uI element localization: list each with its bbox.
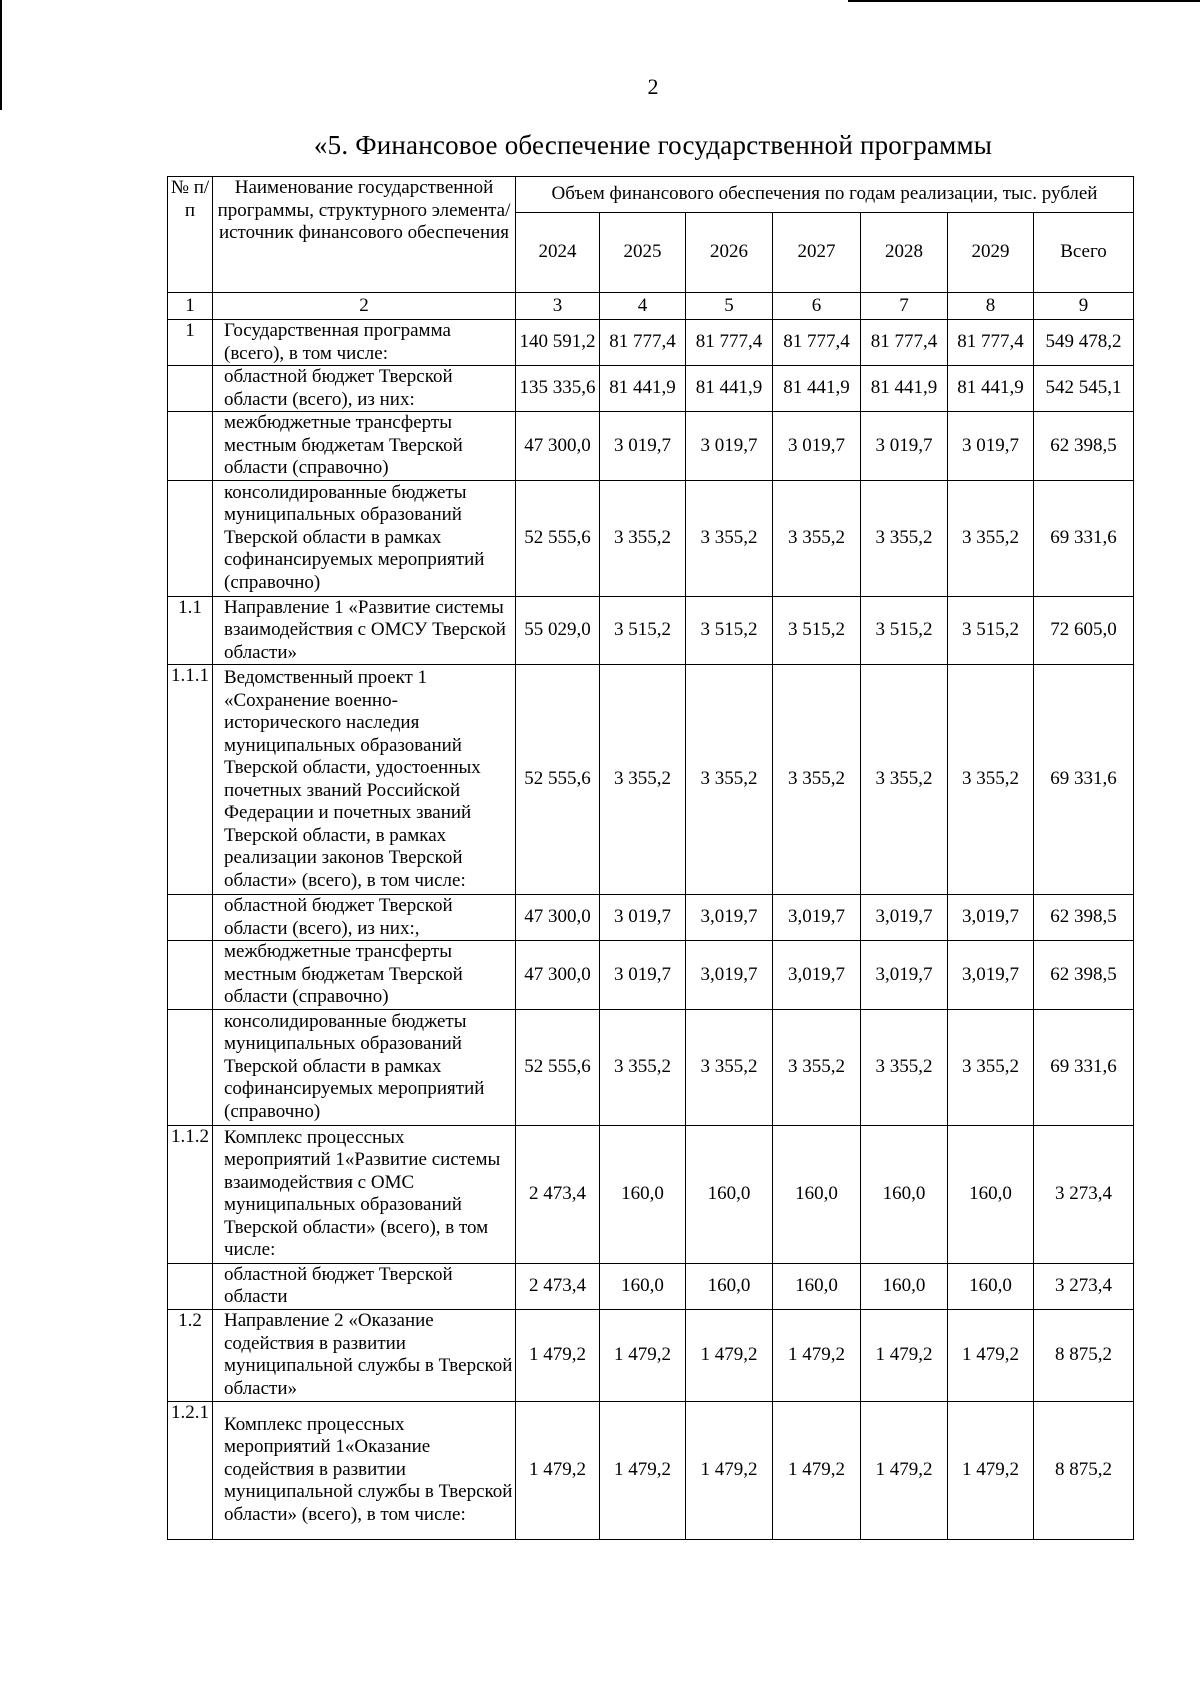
table-row bbox=[168, 941, 1134, 1010]
row-year-value: 3 355,2 bbox=[686, 665, 773, 895]
row-number: 1.1 bbox=[168, 596, 213, 665]
row-number: 1.2.1 bbox=[168, 1401, 213, 1539]
row-year-value: 81 777,4 bbox=[861, 320, 948, 366]
row-number bbox=[168, 1263, 213, 1309]
row-number: 1.2 bbox=[168, 1309, 213, 1401]
row-year-value: 160,0 bbox=[948, 1125, 1034, 1263]
row-year-value: 55 029,0 bbox=[516, 596, 600, 665]
row-number: 1 bbox=[168, 320, 213, 366]
row-name: Ведомственный проект 1 «Сохранение военно-исторического наследия муниципальных образований Тверской области, удостоенных почетных званий Российской Федерации и почетных званий Тверской области, в рамках реализации законов Тверской области» (всего), в том числе: bbox=[213, 665, 516, 895]
row-name: Направление 2 «Оказание содействия в развитии муниципальной службы в Тверской области» bbox=[213, 1309, 516, 1401]
row-year-value: 3 355,2 bbox=[773, 480, 861, 596]
row-year-value: 3 355,2 bbox=[600, 1009, 686, 1125]
header-year: 2029 bbox=[948, 213, 1034, 293]
row-year-value: 1 479,2 bbox=[948, 1309, 1034, 1401]
row-year-value: 3 019,7 bbox=[600, 412, 686, 481]
row-name: консолидированные бюджеты муниципальных образований Тверской области в рамках софинансируемых мероприятий (справочно) bbox=[213, 1009, 516, 1125]
row-year-value: 160,0 bbox=[686, 1125, 773, 1263]
table-row bbox=[168, 1309, 1134, 1401]
table-row bbox=[168, 665, 1134, 895]
row-total-value: 69 331,6 bbox=[1034, 665, 1134, 895]
header-year: 2026 bbox=[686, 213, 773, 293]
row-number bbox=[168, 895, 213, 941]
row-year-value: 81 441,9 bbox=[773, 366, 861, 412]
header-volume: Объем финансового обеспечения по годам реализации, тыс. рублей bbox=[516, 177, 1134, 213]
row-year-value: 3 355,2 bbox=[948, 1009, 1034, 1125]
row-year-value: 3,019,7 bbox=[861, 941, 948, 1010]
table-row bbox=[168, 412, 1134, 481]
row-year-value: 3 019,7 bbox=[773, 412, 861, 481]
row-year-value: 1 479,2 bbox=[948, 1401, 1034, 1539]
row-name: областной бюджет Тверской области bbox=[213, 1263, 516, 1309]
row-year-value: 3,019,7 bbox=[948, 895, 1034, 941]
row-year-value: 160,0 bbox=[773, 1263, 861, 1309]
table-row bbox=[168, 895, 1134, 941]
row-year-value: 3 355,2 bbox=[861, 665, 948, 895]
row-year-value: 3 355,2 bbox=[686, 480, 773, 596]
row-year-value: 3 355,2 bbox=[948, 480, 1034, 596]
row-name: Комплекс процессных мероприятий 1«Развитие системы взаимодействия с ОМС муниципальных образований Тверской области» (всего), в том числе: bbox=[213, 1125, 516, 1263]
row-year-value: 3,019,7 bbox=[686, 895, 773, 941]
row-year-value: 3 515,2 bbox=[773, 596, 861, 665]
row-year-value: 81 441,9 bbox=[686, 366, 773, 412]
row-total-value: 3 273,4 bbox=[1034, 1263, 1134, 1309]
header-name: Наименование государственной программы, структурного элемента/ источник финансового обеспечения bbox=[213, 177, 516, 293]
row-year-value: 1 479,2 bbox=[861, 1401, 948, 1539]
header-year: 2025 bbox=[600, 213, 686, 293]
row-name: областной бюджет Тверской области (всего), из них:, bbox=[213, 895, 516, 941]
header-year: 2024 bbox=[516, 213, 600, 293]
row-year-value: 3 355,2 bbox=[686, 1009, 773, 1125]
row-year-value: 1 479,2 bbox=[516, 1401, 600, 1539]
row-year-value: 1 479,2 bbox=[600, 1309, 686, 1401]
row-year-value: 52 555,6 bbox=[516, 1009, 600, 1125]
column-number: 7 bbox=[861, 293, 948, 320]
row-total-value: 542 545,1 bbox=[1034, 366, 1134, 412]
row-year-value: 3 019,7 bbox=[686, 412, 773, 481]
column-number: 9 bbox=[1034, 293, 1134, 320]
row-number bbox=[168, 412, 213, 481]
column-number: 8 bbox=[948, 293, 1034, 320]
row-year-value: 81 441,9 bbox=[600, 366, 686, 412]
row-total-value: 62 398,5 bbox=[1034, 941, 1134, 1010]
column-number: 2 bbox=[213, 293, 516, 320]
row-year-value: 81 777,4 bbox=[773, 320, 861, 366]
column-number: 4 bbox=[600, 293, 686, 320]
row-number bbox=[168, 480, 213, 596]
row-year-value: 52 555,6 bbox=[516, 480, 600, 596]
row-name: консолидированные бюджеты муниципальных образований Тверской области в рамках софинансируемых мероприятий (справочно) bbox=[213, 480, 516, 596]
row-year-value: 160,0 bbox=[773, 1125, 861, 1263]
table-row bbox=[168, 1401, 1134, 1539]
column-number: 6 bbox=[773, 293, 861, 320]
row-year-value: 160,0 bbox=[600, 1125, 686, 1263]
row-year-value: 160,0 bbox=[861, 1263, 948, 1309]
row-name: Комплекс процессных мероприятий 1«Оказание содействия в развитии муниципальной службы в Тверской области» (всего), в том числе: bbox=[213, 1401, 516, 1539]
row-name: областной бюджет Тверской области (всего), из них: bbox=[213, 366, 516, 412]
row-year-value: 47 300,0 bbox=[516, 412, 600, 481]
table-row bbox=[168, 596, 1134, 665]
row-year-value: 2 473,4 bbox=[516, 1263, 600, 1309]
header-year: 2027 bbox=[773, 213, 861, 293]
row-total-value: 8 875,2 bbox=[1034, 1401, 1134, 1539]
table-row bbox=[168, 480, 1134, 596]
row-year-value: 3 515,2 bbox=[600, 596, 686, 665]
row-year-value: 3 019,7 bbox=[861, 412, 948, 481]
row-total-value: 69 331,6 bbox=[1034, 480, 1134, 596]
table-body bbox=[168, 320, 1134, 1540]
row-year-value: 3 515,2 bbox=[948, 596, 1034, 665]
page-title: «5. Финансовое обеспечение государственной программы bbox=[313, 130, 993, 160]
row-year-value: 3 515,2 bbox=[861, 596, 948, 665]
row-number bbox=[168, 366, 213, 412]
row-year-value: 135 335,6 bbox=[516, 366, 600, 412]
row-total-value: 62 398,5 bbox=[1034, 412, 1134, 481]
row-number bbox=[168, 1009, 213, 1125]
row-name: Государственная программа (всего), в том числе: bbox=[213, 320, 516, 366]
page-number: 2 bbox=[647, 74, 659, 99]
row-total-value: 62 398,5 bbox=[1034, 895, 1134, 941]
row-year-value: 1 479,2 bbox=[516, 1309, 600, 1401]
row-number: 1.1.1 bbox=[168, 665, 213, 895]
row-total-value: 72 605,0 bbox=[1034, 596, 1134, 665]
row-year-value: 3 019,7 bbox=[600, 941, 686, 1010]
table-row bbox=[168, 1263, 1134, 1309]
row-year-value: 81 777,4 bbox=[600, 320, 686, 366]
row-year-value: 3,019,7 bbox=[773, 895, 861, 941]
row-year-value: 81 777,4 bbox=[686, 320, 773, 366]
row-year-value: 81 777,4 bbox=[948, 320, 1034, 366]
row-year-value: 3,019,7 bbox=[686, 941, 773, 1010]
row-year-value: 1 479,2 bbox=[773, 1309, 861, 1401]
scan-edge-top bbox=[848, 0, 1200, 2]
row-year-value: 3 019,7 bbox=[948, 412, 1034, 481]
row-year-value: 3 515,2 bbox=[686, 596, 773, 665]
row-year-value: 47 300,0 bbox=[516, 941, 600, 1010]
table-row bbox=[168, 1009, 1134, 1125]
row-number: 1.1.2 bbox=[168, 1125, 213, 1263]
table-row bbox=[168, 1125, 1134, 1263]
row-year-value: 3 019,7 bbox=[600, 895, 686, 941]
row-year-value: 81 441,9 bbox=[948, 366, 1034, 412]
row-year-value: 140 591,2 bbox=[516, 320, 600, 366]
row-year-value: 1 479,2 bbox=[600, 1401, 686, 1539]
row-total-value: 8 875,2 bbox=[1034, 1309, 1134, 1401]
header-total: Всего bbox=[1034, 213, 1134, 293]
row-year-value: 81 441,9 bbox=[861, 366, 948, 412]
table-row bbox=[168, 366, 1134, 412]
row-name: Направление 1 «Развитие системы взаимодействия с ОМСУ Тверской области» bbox=[213, 596, 516, 665]
row-year-value: 3 355,2 bbox=[600, 665, 686, 895]
row-year-value: 160,0 bbox=[686, 1263, 773, 1309]
row-year-value: 160,0 bbox=[861, 1125, 948, 1263]
row-year-value: 2 473,4 bbox=[516, 1125, 600, 1263]
row-year-value: 1 479,2 bbox=[773, 1401, 861, 1539]
row-year-value: 160,0 bbox=[600, 1263, 686, 1309]
row-year-value: 52 555,6 bbox=[516, 665, 600, 895]
row-year-value: 3 355,2 bbox=[600, 480, 686, 596]
financial-table bbox=[167, 176, 1134, 1540]
row-year-value: 3,019,7 bbox=[861, 895, 948, 941]
row-year-value: 1 479,2 bbox=[686, 1401, 773, 1539]
table-row bbox=[168, 320, 1134, 366]
row-number bbox=[168, 941, 213, 1010]
row-year-value: 3,019,7 bbox=[948, 941, 1034, 1010]
column-number: 1 bbox=[168, 293, 213, 320]
column-number: 5 bbox=[686, 293, 773, 320]
row-total-value: 549 478,2 bbox=[1034, 320, 1134, 366]
row-year-value: 47 300,0 bbox=[516, 895, 600, 941]
row-year-value: 3 355,2 bbox=[773, 1009, 861, 1125]
row-year-value: 3,019,7 bbox=[773, 941, 861, 1010]
row-year-value: 3 355,2 bbox=[948, 665, 1034, 895]
row-total-value: 3 273,4 bbox=[1034, 1125, 1134, 1263]
row-year-value: 3 355,2 bbox=[773, 665, 861, 895]
row-name: межбюджетные трансферты местным бюджетам Тверской области (справочно) bbox=[213, 941, 516, 1010]
row-year-value: 1 479,2 bbox=[686, 1309, 773, 1401]
header-num: № п/п bbox=[168, 177, 213, 293]
header-year: 2028 bbox=[861, 213, 948, 293]
row-year-value: 3 355,2 bbox=[861, 1009, 948, 1125]
row-year-value: 160,0 bbox=[948, 1263, 1034, 1309]
row-year-value: 3 355,2 bbox=[861, 480, 948, 596]
row-name: межбюджетные трансферты местным бюджетам Тверской области (справочно) bbox=[213, 412, 516, 481]
row-year-value: 1 479,2 bbox=[861, 1309, 948, 1401]
row-total-value: 69 331,6 bbox=[1034, 1009, 1134, 1125]
column-number: 3 bbox=[516, 293, 600, 320]
